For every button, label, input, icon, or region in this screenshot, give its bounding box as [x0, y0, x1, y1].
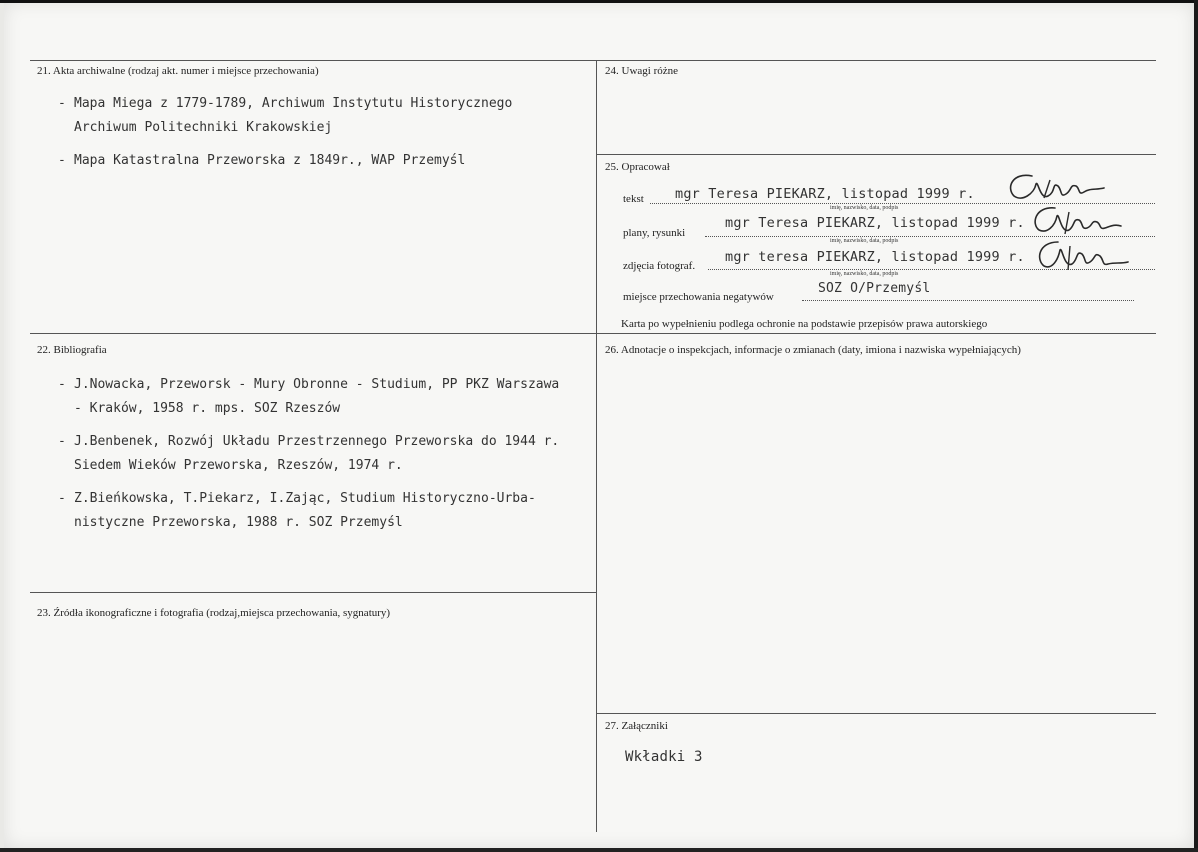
list-item: - Mapa Miega z 1779-1789, Archiwum Instytutu Historycznego Archiwum Politechniki Krakowskiej: [58, 96, 513, 135]
section-25-label: 25. Opracował: [605, 161, 670, 173]
negatives-value: SOZ O/Przemyśl: [818, 281, 931, 296]
list-item: - J.Nowacka, Przeworsk - Mury Obronne - Studium, PP PKZ Warszawa - Kraków, 1958 r. mps. SOZ Rzeszów: [58, 377, 560, 416]
section-21-label: 21. Akta archiwalne (rodzaj akt. numer i miejsce przechowania): [37, 65, 319, 77]
row-tekst-caption: imię, nazwisko, data, podpis: [830, 205, 899, 211]
row-tekst-label: tekst: [623, 193, 644, 205]
section-23-label: 23. Źródła ikonograficzne i fotografia (rodzaj,miejsca przechowania, sygnatury): [37, 607, 391, 619]
grid-line-24-25: [596, 154, 1156, 155]
section-26-label: 26. Adnotacje o inspekcjach, informacje o zmianach (daty, imiona i nazwiska wypełniających): [605, 344, 1021, 356]
scan-edge-right: [1194, 0, 1198, 852]
grid-line-21-22: [30, 333, 1156, 334]
row-plany-caption: imię, nazwisko, data, podpis: [830, 238, 899, 244]
row-zdjecia-value: mgr teresa PIEKARZ, listopad 1999 r.: [725, 249, 1025, 265]
negatives-dotline: [802, 300, 1134, 301]
signature-zdjecia: [1030, 238, 1130, 274]
grid-center-divider: [596, 60, 597, 832]
row-plany-value: mgr Teresa PIEKARZ, listopad 1999 r.: [725, 215, 1025, 231]
grid-line-22-23: [30, 592, 596, 593]
list-item: - Mapa Katastralna Przeworska z 1849r., WAP Przemyśl: [58, 153, 466, 168]
section-22-label: 22. Bibliografia: [37, 344, 107, 356]
section-24-label: 24. Uwagi różne: [605, 65, 679, 77]
list-item: - Z.Bieńkowska, T.Piekarz, I.Zając, Studium Historyczno-Urba- nistyczne Przeworska, 1988 r. SOZ Przemyśl: [58, 491, 536, 530]
negatives-label: miejsce przechowania negatywów: [623, 291, 774, 303]
section-27-value: Wkładki 3: [625, 749, 703, 765]
row-zdjecia-caption: imię, nazwisko, data, podpis: [830, 271, 899, 277]
row-tekst-value: mgr Teresa PIEKARZ, listopad 1999 r.: [675, 186, 975, 202]
section-27-label: 27. Załączniki: [605, 720, 668, 732]
signature-tekst: [1000, 170, 1110, 204]
scan-edge-top: [0, 0, 1198, 3]
signature-plany: [1025, 204, 1125, 238]
row-zdjecia-label: zdjęcia fotograf.: [623, 260, 696, 272]
copyright-note: Karta po wypełnieniu podlega ochronie na podstawie przepisów prawa autorskiego: [621, 318, 988, 330]
grid-line-26-27: [596, 713, 1156, 714]
scan-edge-bottom: [0, 848, 1198, 852]
row-plany-label: plany, rysunki: [623, 227, 686, 239]
section-21-list: [58, 92, 512, 173]
list-item: - J.Benbenek, Rozwój Układu Przestrzennego Przeworska do 1944 r. Siedem Wieków Przeworska, Rzeszów, 1974 r.: [58, 434, 560, 473]
grid-top-line: [30, 60, 1156, 61]
section-22-list: [58, 373, 559, 535]
